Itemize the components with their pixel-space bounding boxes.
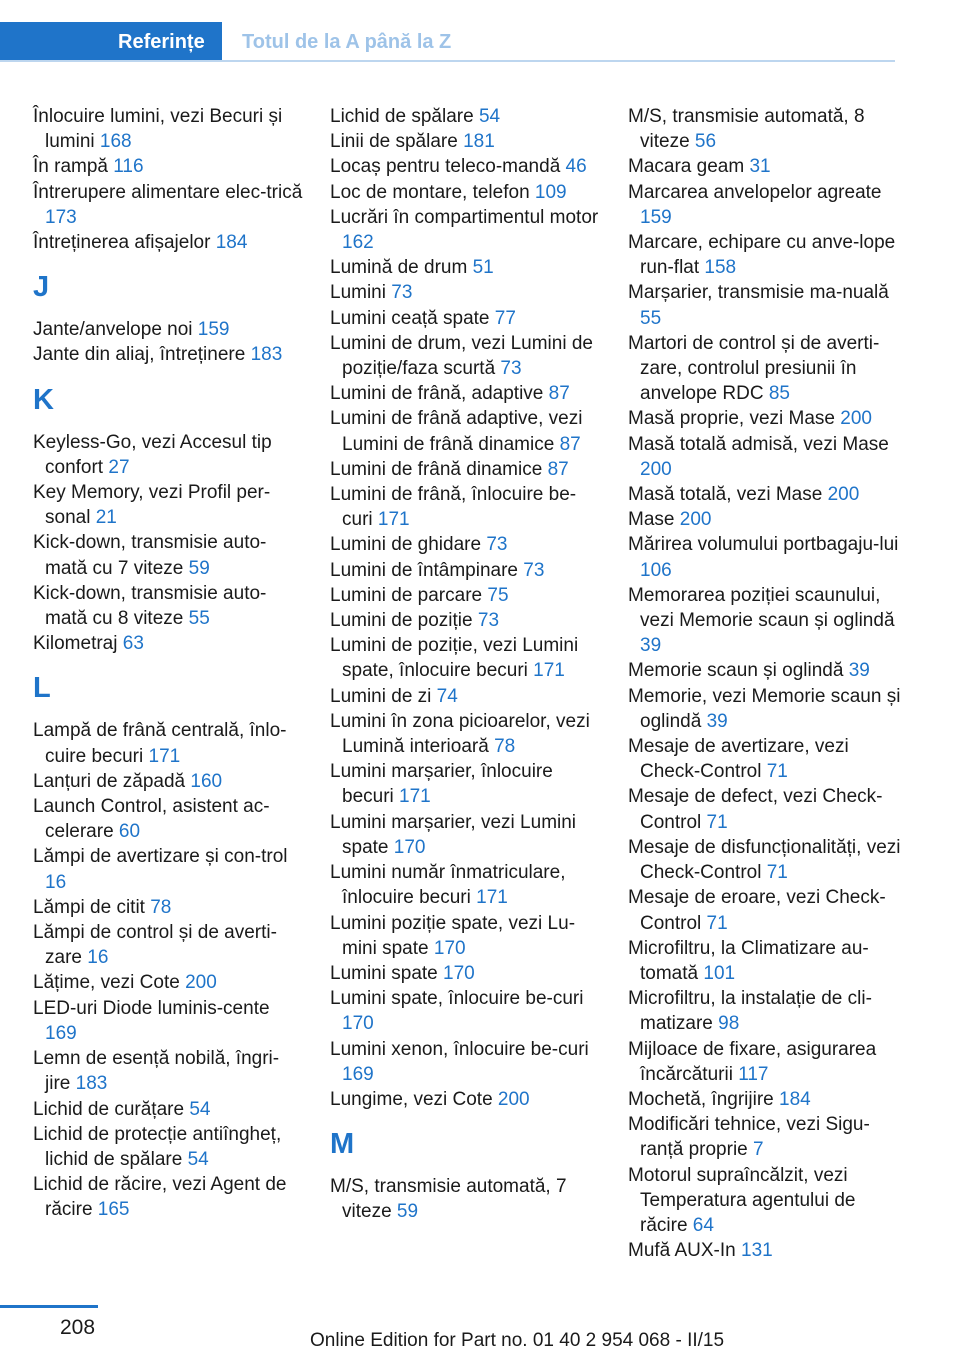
index-entry-text: Kilometraj [33, 633, 123, 655]
index-entry-text: Microfiltru, la instalație de cli-matizare [628, 988, 872, 1035]
index-page-link[interactable]: 181 [463, 131, 495, 153]
index-page-link[interactable]: 158 [704, 257, 737, 279]
index-page-link[interactable]: 200 [497, 1088, 530, 1110]
index-entry-text: Mesaje de avertizare, vezi Check-Control [628, 736, 849, 783]
index-entry-text: Lichid de spălare [330, 106, 479, 127]
index-page-link[interactable]: 71 [766, 862, 788, 884]
index-page-link[interactable]: 200 [185, 972, 217, 994]
index-entry [628, 154, 903, 179]
index-entry [330, 381, 600, 406]
index-page-link[interactable]: 54 [478, 106, 501, 127]
index-entry-text: Lumini marșarier, vezi Lumini spate [330, 811, 577, 858]
index-entry [628, 482, 903, 507]
index-entry-text: Masă totală, vezi Mase [628, 484, 828, 506]
index-column-2 [330, 104, 600, 1225]
index-entry-text: Lampă de frână centrală, înlo-cuire becuri [33, 720, 287, 767]
index-entry-text: Memorie scaun și oglindă [628, 660, 849, 682]
index-page-link[interactable]: 73 [486, 534, 508, 556]
index-entry [33, 581, 303, 631]
index-entry [628, 784, 903, 834]
index-page-link[interactable]: 170 [393, 836, 426, 858]
index-entry [628, 507, 903, 532]
index-entry [628, 1037, 903, 1087]
index-entry [628, 835, 903, 885]
index-entry [33, 317, 303, 342]
index-entry-text: Întrerupere alimentare elec-trică [33, 181, 303, 203]
index-page-link[interactable]: 162 [342, 232, 374, 254]
index-entry-text: Lumini de zi [330, 685, 437, 707]
index-entry-text: Marcarea anvelopelor agreate [628, 181, 882, 203]
index-entry-text: Motorul supraîncălzit, vezi Temperatura agentului de răcire [628, 1164, 856, 1236]
index-entry-text: Locaș pentru teleco-mandă [330, 156, 566, 178]
index-entry-text: Lichid de protecție antiîngheț, lichid de spălare [33, 1123, 282, 1170]
index-entry [33, 230, 303, 255]
index-page-link[interactable]: 200 [840, 408, 872, 430]
header-bar [0, 0, 895, 62]
index-entry-text: Lămpi de control și de averti-zare [33, 922, 277, 969]
index-entry-text: Lumini de întâmpinare [330, 559, 524, 581]
index-page-link[interactable]: 59 [188, 557, 210, 579]
index-entry [628, 583, 903, 659]
index-entry [628, 936, 903, 986]
index-entry-text: Lanțuri de zăpadă [33, 770, 191, 792]
tab-a-to-z[interactable] [222, 22, 895, 62]
index-page-link[interactable]: 170 [433, 937, 466, 959]
index-entry-text: Modificări tehnice, vezi Sigu-ranță proprie [628, 1114, 870, 1161]
index-entry [33, 180, 303, 230]
index-entry [330, 104, 600, 129]
index-entry-text: Întreținerea afișajelor [33, 232, 216, 254]
index-entry [33, 1122, 303, 1172]
index-entry [628, 1238, 903, 1263]
index-page-link[interactable]: 7 [753, 1139, 764, 1161]
index-entry [628, 432, 903, 482]
index-page-link[interactable]: 54 [187, 1148, 209, 1170]
index-entry [33, 1172, 303, 1222]
index-page-link[interactable]: 16 [87, 947, 109, 969]
index-entry-text: Lungime, vezi Cote [330, 1088, 498, 1110]
index-page-link[interactable]: 16 [45, 871, 67, 893]
index-entry-text: Launch Control, asistent ac-celerare [33, 796, 270, 843]
index-entry [330, 709, 600, 759]
index-page-link[interactable]: 39 [848, 660, 870, 682]
index-letter-heading: K [33, 383, 54, 416]
index-letter-heading: J [33, 271, 50, 304]
index-page-link[interactable]: 54 [189, 1098, 211, 1120]
index-entry [330, 482, 600, 532]
index-page-link[interactable]: 31 [749, 156, 771, 178]
index-entry [330, 457, 600, 482]
index-page-link[interactable]: 71 [766, 761, 788, 783]
index-column-1 [33, 104, 303, 1223]
index-entry [628, 1163, 903, 1239]
header-divider [0, 60, 895, 62]
index-entry [330, 1174, 600, 1224]
index-page-link[interactable]: 159 [640, 206, 672, 228]
index-entry [628, 180, 903, 230]
index-entry [628, 734, 903, 784]
index-page-link[interactable]: 74 [436, 685, 458, 707]
index-page-link[interactable]: 55 [640, 307, 662, 329]
index-page-link[interactable]: 77 [494, 307, 516, 329]
index-entry-text: Masă proprie, vezi Mase [628, 408, 841, 430]
index-page-link[interactable]: 200 [679, 509, 712, 531]
index-entry-text: Mochetă, îngrijire [628, 1088, 780, 1110]
index-entry-text: Înlocuire lumini, vezi Becuri și lumini [33, 106, 283, 153]
tab-references-label: Referințe [118, 31, 205, 53]
index-page-link[interactable]: 46 [565, 156, 587, 178]
index-entry-text: Lumini marșarier, înlocuire becuri [330, 761, 553, 808]
index-page-link[interactable]: 165 [97, 1199, 130, 1221]
index-entry-text: Lichid de răcire, vezi Agent de răcire [33, 1174, 287, 1221]
index-page-link[interactable]: 87 [559, 433, 581, 455]
page-number: 208 [60, 1316, 96, 1339]
index-page-link[interactable]: 171 [148, 745, 181, 767]
index-entry [33, 769, 303, 794]
index-entry [330, 860, 600, 910]
index-page-link[interactable]: 78 [494, 736, 516, 758]
index-entry [330, 558, 600, 583]
index-page-link[interactable]: 51 [472, 257, 494, 279]
index-entry-text: Lumini spate, înlocuire be-curi [330, 988, 584, 1010]
index-entry-text: În rampă [33, 156, 114, 178]
index-entry [33, 844, 303, 894]
index-entry-text: Lumini ceață spate [330, 307, 495, 329]
index-entry-text: M/S, transmisie automată, 7 viteze [330, 1176, 567, 1223]
index-entry-text: Lumini de ghidare [330, 534, 487, 556]
index-entry-text: Microfiltru, la Climatizare au-tomată [628, 937, 869, 984]
index-entry [330, 280, 600, 305]
index-entry [33, 794, 303, 844]
index-entry [33, 1097, 303, 1122]
index-entry [33, 480, 303, 530]
index-entry-text: Marșarier, transmisie ma-nuală [628, 282, 889, 304]
index-entry-text: Lumini de frână, adaptive [330, 383, 549, 405]
index-page-link[interactable]: 71 [706, 912, 728, 934]
index-page-link[interactable]: 64 [692, 1214, 714, 1236]
index-entry-text: Mărirea volumului portbagaju-lui [628, 534, 899, 556]
index-entry [330, 1037, 600, 1087]
index-letter-heading: M [330, 1128, 355, 1161]
index-entry-text: Lumini de frână adaptive, vezi Lumini de frână dinamice [330, 408, 583, 455]
index-page-link[interactable]: 171 [399, 786, 431, 808]
index-page-link[interactable]: 183 [75, 1073, 108, 1095]
index-entry [628, 684, 903, 734]
index-entry [628, 280, 903, 330]
index-entry [628, 331, 903, 407]
index-entry [330, 1087, 600, 1112]
index-page-link[interactable]: 169 [342, 1063, 374, 1085]
index-entry-text: Mase [628, 509, 680, 531]
index-entry [33, 631, 303, 656]
index-entry [330, 684, 600, 709]
index-page-link[interactable]: 106 [640, 559, 672, 581]
index-entry-text: Jante/anvelope noi [33, 319, 198, 341]
index-page-link[interactable]: 169 [45, 1022, 77, 1044]
index-page-link[interactable]: 59 [396, 1201, 419, 1223]
index-entry-text: Marcare, echipare cu anve-lope run-flat [628, 232, 896, 279]
index-entry-text: Mesaje de eroare, vezi Check-Control [628, 887, 886, 934]
index-entry [330, 633, 600, 683]
index-page-link[interactable]: 173 [45, 206, 77, 228]
index-entry [330, 180, 600, 205]
index-entry [628, 406, 903, 431]
tab-a-to-z-label: Totul de la A până la Z [242, 31, 452, 53]
index-entry [33, 996, 303, 1046]
index-page-link[interactable]: 101 [703, 962, 736, 984]
index-page-link[interactable]: 170 [443, 962, 475, 984]
index-entry [330, 205, 600, 255]
index-entry [33, 342, 303, 367]
index-entry [628, 532, 903, 582]
index-entry-text: Lățime, vezi Cote [33, 972, 186, 994]
index-entry-text: Memorarea poziției scaunului, vezi Memorie scaun și oglindă [628, 584, 895, 632]
index-page-link[interactable]: 184 [779, 1088, 811, 1110]
index-entry-text: Lumini de frână, înlocuire be-curi [330, 484, 577, 531]
index-page-link[interactable]: 63 [122, 633, 144, 655]
index-entry [33, 530, 303, 580]
index-entry-text: Lumini xenon, înlocuire be-curi [330, 1038, 589, 1060]
index-page-link[interactable]: 73 [477, 610, 500, 632]
index-entry-text: Mijloace de fixare, asigurarea încărcăturii [628, 1038, 877, 1085]
index-page-link[interactable]: 55 [188, 608, 210, 630]
index-entry-text: Kick-down, transmisie auto-mată cu 8 viteze [33, 582, 267, 630]
index-entry-text: Lumini în zona picioarelor, vezi Lumină interioară [330, 710, 590, 758]
index-entry-text: LED-uri Diode luminis-cente [33, 997, 270, 1019]
index-page-link[interactable]: 171 [476, 887, 508, 909]
index-page-link[interactable]: 87 [548, 383, 570, 405]
index-entry-text: Masă totală admisă, vezi Mase [628, 433, 889, 455]
index-entry [330, 911, 600, 961]
index-page-link[interactable]: 78 [150, 896, 172, 918]
index-entry [628, 104, 903, 154]
index-page-link[interactable]: 171 [533, 660, 565, 682]
index-entry [33, 895, 303, 920]
index-page-link[interactable]: 116 [113, 156, 144, 178]
index-entry-text: Lumini de drum, vezi Lumini de poziție/faza scurtă [330, 332, 593, 380]
index-entry [330, 810, 600, 860]
index-entry-text: Martori de control și de averti-zare, controlul presiunii în anvelope RDC [628, 332, 880, 405]
index-entry-text: Lumini de frână dinamice [330, 458, 548, 480]
index-entry [33, 718, 303, 768]
index-entry-text: Linii de spălare [330, 131, 464, 153]
index-entry-text: Kick-down, transmisie auto-mată cu 7 viteze [33, 532, 267, 579]
index-page-link[interactable]: 131 [741, 1240, 773, 1262]
index-entry [330, 608, 600, 633]
index-page-link[interactable]: 160 [190, 770, 223, 792]
index-entry-text: Lucrări în compartimentul motor [330, 206, 599, 228]
index-page-link[interactable]: 200 [827, 484, 860, 506]
index-entry-text: Jante din aliaj, întreținere [33, 344, 251, 366]
index-entry [628, 885, 903, 935]
index-entry [33, 104, 303, 154]
index-page-link[interactable]: 117 [738, 1063, 769, 1085]
index-column-3 [628, 104, 903, 1263]
index-entry [33, 430, 303, 480]
index-entry-text: Lămpi de citit [33, 896, 151, 918]
index-page-link[interactable]: 39 [706, 710, 728, 732]
index-entry [330, 583, 600, 608]
index-page-link[interactable]: 21 [95, 507, 117, 529]
index-page-link[interactable]: 200 [640, 458, 672, 480]
index-entry-text: Lumini număr înmatriculare, înlocuire becuri [330, 862, 566, 909]
index-entry-text: Mesaje de defect, vezi Check-Control [628, 786, 883, 833]
index-entry-text: Macara geam [628, 156, 750, 178]
index-entry-text: Key Memory, vezi Profil per-sonal [33, 482, 271, 529]
index-page-link[interactable]: 171 [377, 509, 410, 531]
index-page-link[interactable]: 183 [250, 344, 283, 366]
index-entry [330, 129, 600, 154]
index-page-link[interactable]: 85 [768, 383, 790, 405]
tab-references[interactable] [0, 22, 222, 62]
index-entry-text: Lumini poziție spate, vezi Lu-mini spate [330, 912, 576, 959]
index-entry [330, 406, 600, 456]
index-entry [33, 920, 303, 970]
index-entry-text: Loc de montare, telefon [330, 181, 535, 203]
index-letter-heading: L [33, 672, 51, 705]
index-entry [330, 961, 600, 986]
index-entry [628, 230, 903, 280]
index-entry [330, 759, 600, 809]
index-page-link[interactable]: 73 [523, 559, 545, 581]
index-page-link[interactable]: 87 [547, 458, 569, 480]
index-page-link[interactable]: 71 [706, 811, 728, 833]
index-page-link[interactable]: 60 [118, 821, 141, 843]
index-page-link[interactable]: 27 [108, 456, 130, 478]
index-page-link[interactable]: 73 [500, 358, 522, 380]
index-entry-text: Lămpi de avertizare și con-trol [33, 846, 288, 868]
index-entry [330, 154, 600, 179]
index-entry-text: Lemn de esență nobilă, îngri-jire [33, 1048, 280, 1095]
index-page-link[interactable]: 109 [534, 181, 567, 203]
footer-edition-text: Online Edition for Part no. 01 40 2 954 068 - II/15 [310, 1330, 725, 1351]
index-entry-text: Lumini de poziție [330, 610, 478, 632]
index-entry-text: Lumini spate [330, 962, 444, 984]
index-page-link[interactable]: 159 [197, 319, 230, 341]
index-entry-text: Lumini de parcare [330, 584, 488, 606]
index-page-link[interactable]: 75 [487, 584, 509, 606]
index-page-link[interactable]: 56 [694, 131, 717, 153]
index-entry [330, 331, 600, 381]
index-entry-text: Lumini de poziție, vezi Lumini spate, înlocuire becuri [330, 635, 579, 682]
index-entry-text: Keyless-Go, vezi Accesul tip confort [33, 431, 272, 478]
index-entry [628, 1087, 903, 1112]
index-page-link[interactable]: 184 [215, 232, 248, 254]
index-entry-text: M/S, transmisie automată, 8 viteze [628, 106, 865, 153]
index-entry [33, 1046, 303, 1096]
index-entry [330, 532, 600, 557]
index-entry-text: Lumini [330, 282, 392, 304]
index-entry [33, 154, 303, 179]
index-page-link[interactable]: 39 [640, 635, 662, 657]
index-entry [33, 970, 303, 995]
index-entry-text: Mesaje de disfuncționalități, vezi Check-Control [628, 836, 901, 884]
index-entry [628, 658, 903, 683]
index-entry-text: Memorie, vezi Memorie scaun și oglindă [628, 685, 901, 732]
index-entry-text: Mufă AUX-In [628, 1240, 741, 1262]
index-entry-text: Lumină de drum [330, 257, 473, 279]
index-entry [628, 986, 903, 1036]
index-entry [330, 986, 600, 1036]
index-entry-text: Lichid de curățare [33, 1098, 190, 1120]
index-entry [330, 255, 600, 280]
index-entry [628, 1112, 903, 1162]
index-entry [330, 306, 600, 331]
page-number-rule [0, 1305, 98, 1308]
index-page-link[interactable]: 168 [99, 131, 132, 153]
index-page-link[interactable]: 170 [342, 1013, 374, 1035]
index-page-link[interactable]: 98 [718, 1013, 740, 1035]
index-page-link[interactable]: 73 [391, 282, 413, 304]
